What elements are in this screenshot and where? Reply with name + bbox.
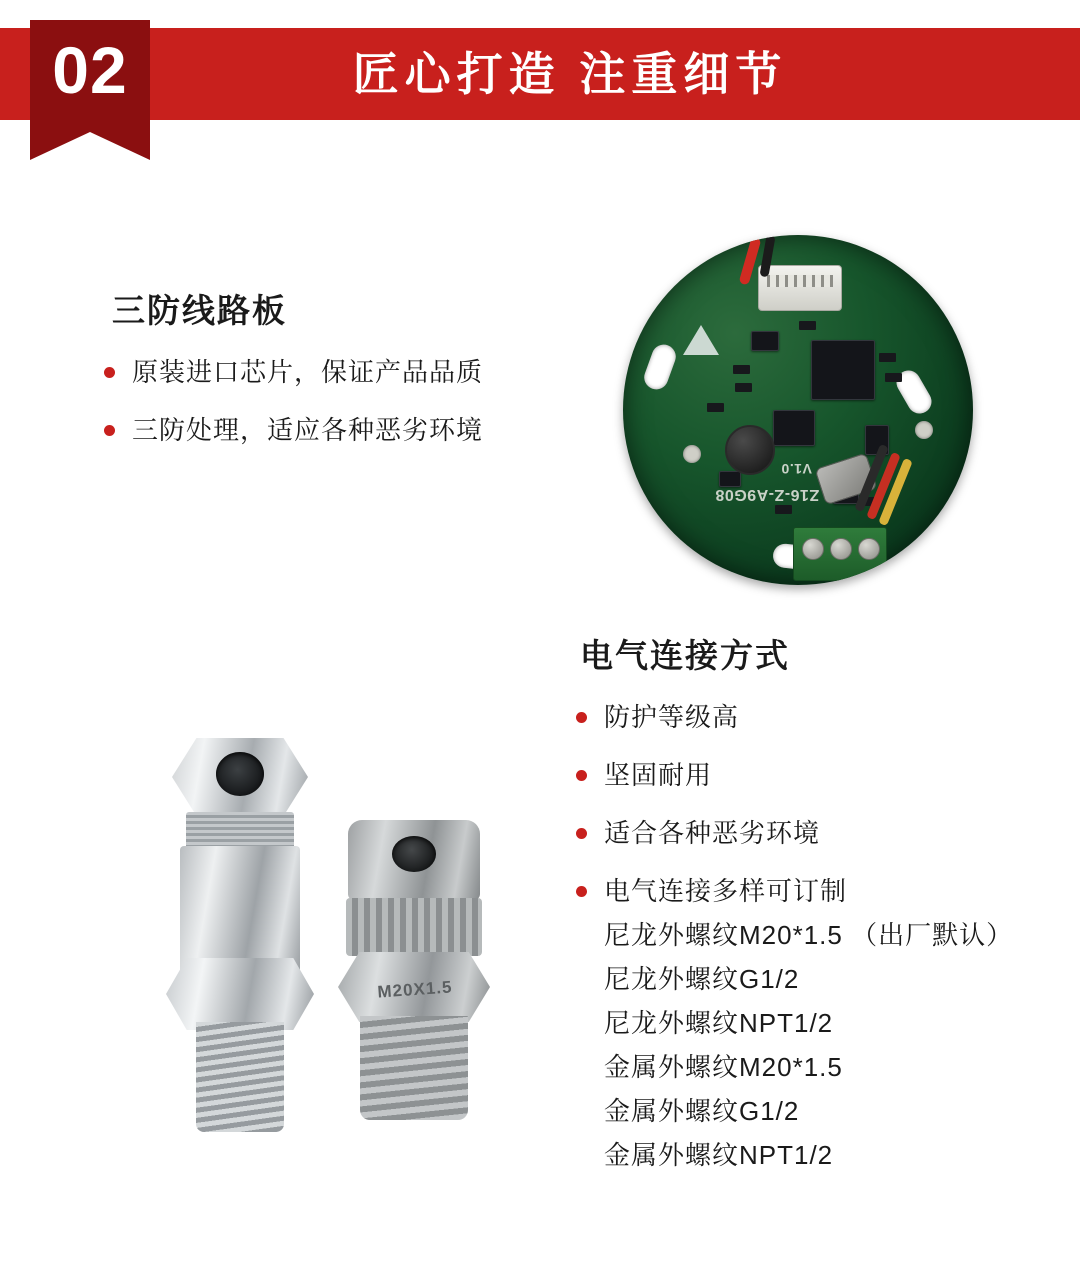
pcb-resistor bbox=[879, 353, 896, 362]
terminal-screw bbox=[858, 538, 880, 560]
list-item: 坚固耐用 bbox=[572, 753, 1042, 797]
pcb-screw-terminal-block bbox=[793, 527, 887, 581]
pcb-resistor bbox=[799, 321, 816, 330]
header-title: 匠心打造 注重细节 bbox=[352, 48, 788, 100]
gland-hex-nut bbox=[166, 958, 314, 1030]
pcb-feature-list bbox=[100, 350, 560, 466]
electrical-section-heading: 电气连接方式 bbox=[580, 637, 790, 674]
option-line: 尼龙外螺纹G1/2 bbox=[604, 964, 800, 994]
option-line: 金属外螺纹M20*1.5 bbox=[604, 1052, 843, 1082]
pcb-board-image bbox=[623, 235, 973, 585]
option-line: 尼龙外螺纹M20*1.5 （出厂默认） bbox=[604, 920, 1014, 950]
gland-thread-label: M20X1.5 bbox=[376, 977, 454, 1002]
option-line: 金属外螺纹G1/2 bbox=[604, 1096, 800, 1126]
pcb-section-heading: 三防线路板 bbox=[112, 292, 287, 329]
pcb-resistor bbox=[733, 365, 750, 374]
header-section-number: 02 bbox=[52, 33, 128, 107]
gland-male-thread bbox=[196, 1022, 284, 1132]
cable-gland-photo bbox=[95, 700, 545, 1160]
pcb-ic bbox=[773, 410, 815, 446]
gland-ribbed-section bbox=[346, 898, 482, 956]
pcb-ic bbox=[751, 331, 779, 351]
nylon-cable-gland-image bbox=[320, 820, 510, 1140]
pcb-resistor bbox=[735, 383, 752, 392]
pcb-main-ic bbox=[811, 340, 875, 400]
pcb-mounting-hole bbox=[641, 341, 679, 392]
option-line: 尼龙外螺纹NPT1/2 bbox=[604, 1008, 834, 1038]
gland-bore-hole bbox=[392, 836, 436, 872]
terminal-screw bbox=[830, 538, 852, 560]
pcb-silkscreen-triangle-icon bbox=[683, 325, 719, 355]
pcb-white-connector bbox=[758, 265, 842, 311]
option-title: 电气连接多样可订制 bbox=[604, 876, 848, 906]
option-line: 金属外螺纹NPT1/2 bbox=[604, 1140, 834, 1170]
pcb-photo bbox=[605, 205, 1005, 590]
pcb-silkscreen-version: V1.0 bbox=[781, 461, 812, 477]
list-item: 防护等级高 bbox=[572, 695, 1042, 739]
pcb-inductor bbox=[725, 425, 775, 475]
pcb-resistor bbox=[707, 403, 724, 412]
pcb-resistor bbox=[885, 373, 902, 382]
list-item: 三防处理，适应各种恶劣环境 bbox=[100, 408, 560, 452]
gland-knurled-neck bbox=[186, 812, 294, 850]
pcb-solder-pad bbox=[915, 421, 933, 439]
list-item: 适合各种恶劣环境 bbox=[572, 811, 1042, 855]
pcb-silkscreen-revision: Z16-Z-A9G08 bbox=[715, 486, 820, 503]
pcb-resistor bbox=[775, 505, 792, 514]
terminal-screw bbox=[802, 538, 824, 560]
pcb-solder-pad bbox=[683, 445, 701, 463]
gland-male-thread bbox=[360, 1016, 468, 1120]
gland-bore-hole bbox=[216, 752, 264, 796]
electrical-feature-list bbox=[572, 695, 1042, 1191]
metal-cable-gland-image bbox=[140, 720, 340, 1120]
list-item-with-options bbox=[572, 869, 1042, 1177]
list-item: 原装进口芯片，保证产品品质 bbox=[100, 350, 560, 394]
